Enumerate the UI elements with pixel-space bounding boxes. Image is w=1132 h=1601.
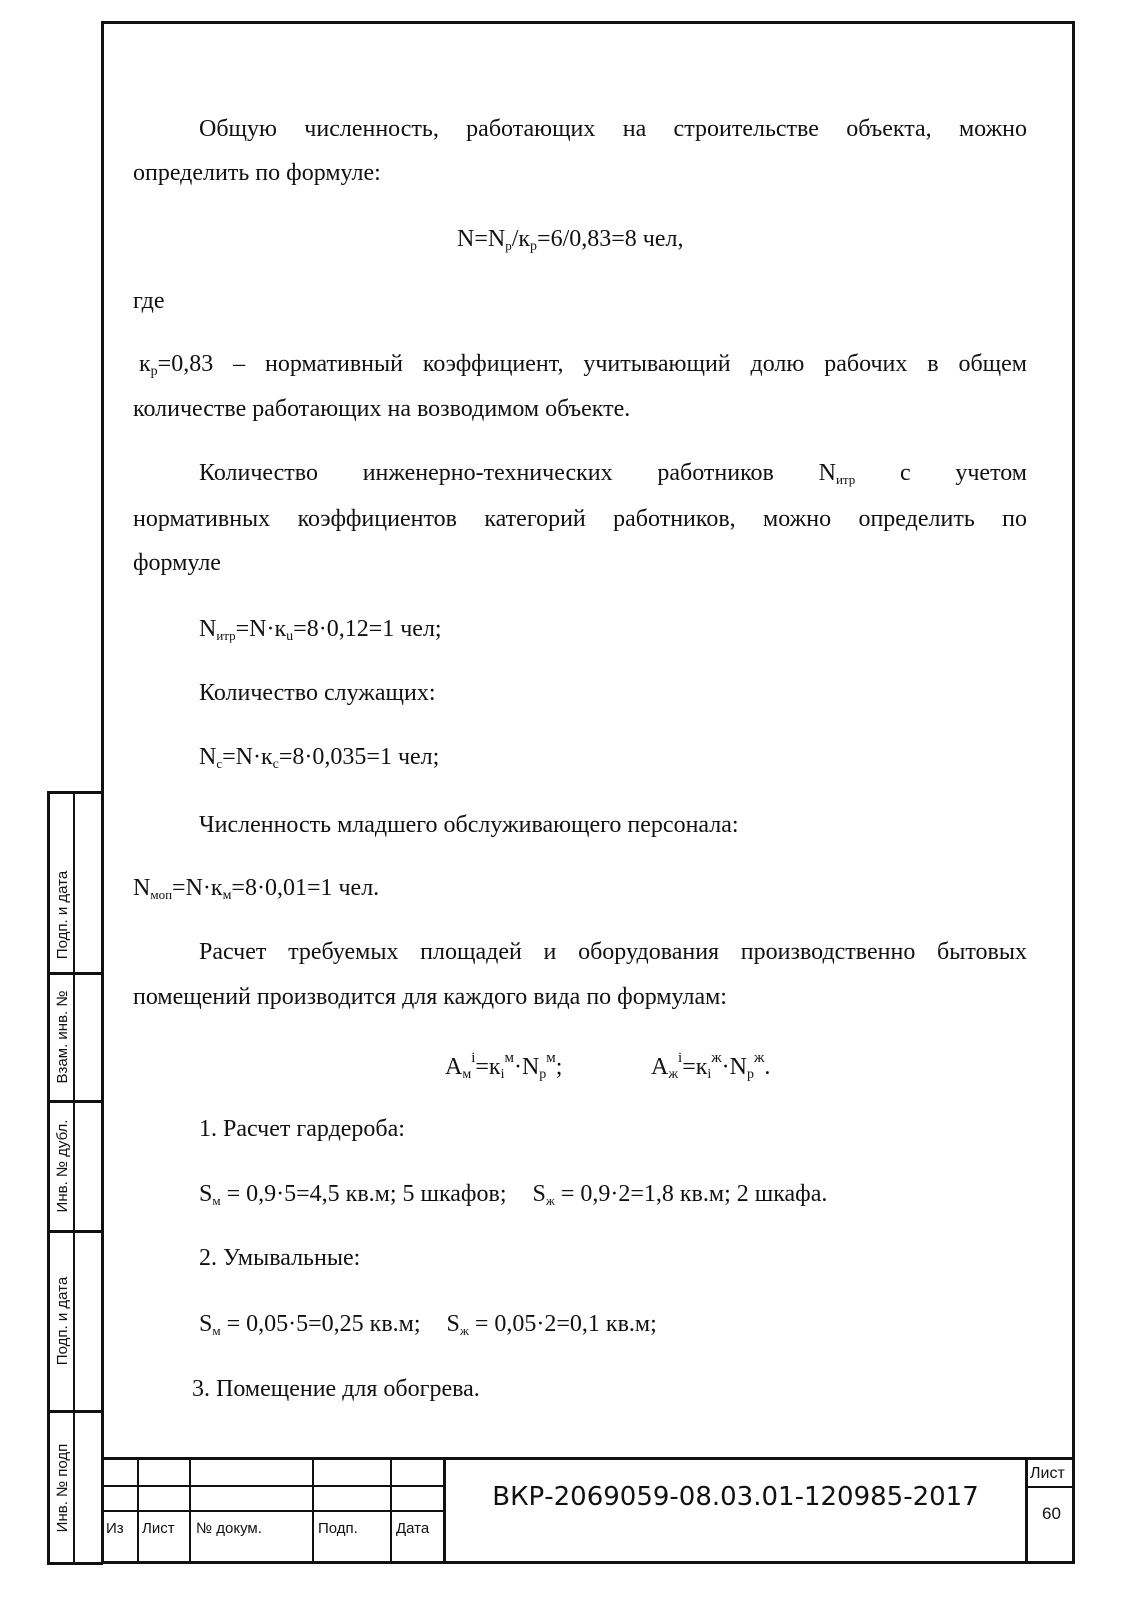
item-3-heading: 3. Помещение для обогрева. bbox=[192, 1376, 480, 1402]
paragraph-1-line-2: определить по формуле: bbox=[133, 160, 381, 186]
servants-heading: Количество служащих: bbox=[199, 680, 436, 706]
title-block-row-line bbox=[101, 1510, 444, 1512]
strip-label-sign-date: Подп. и дата bbox=[54, 870, 71, 960]
col-label-doc-number: № докум. bbox=[196, 1520, 262, 1537]
paragraph-1-line-1: Общую численность, работающих на строительстве объекта, можно bbox=[199, 116, 1027, 142]
formula-total-workers: $N=Nр/к_р=6/0,83=8$ чел, bbox=[457, 226, 684, 254]
col-label-change: Из bbox=[106, 1520, 124, 1537]
strip-outer-line bbox=[47, 791, 50, 1564]
formula-engineers: $Nитр=N\cdot к_u=8\cdot 0,12=1$ чел; bbox=[199, 616, 442, 644]
paragraph-3-line-3: формуле bbox=[133, 550, 221, 576]
strip-label-duplicate-inv: Инв. № дубл. bbox=[54, 1119, 71, 1213]
formula-areas-women: $А_ж^i=к_i^ж\cdot N_р^ж$. bbox=[651, 1050, 771, 1082]
junior-staff-heading: Численность младшего обслуживающего персонала: bbox=[199, 812, 739, 838]
title-block-col-line bbox=[390, 1457, 392, 1564]
title-block-col-line bbox=[443, 1457, 446, 1564]
title-block-sheet-row-line bbox=[1025, 1486, 1075, 1488]
item-2-calc: Sм = 0,05·5=0,25 кв.м; Sж = 0,05·2=0,1 кв.м; bbox=[199, 1311, 657, 1338]
strip-top-line bbox=[47, 791, 103, 794]
title-block-top-line bbox=[101, 1457, 1075, 1460]
formula-junior-staff: $Nмоп=N\cdot к_м=8\cdot 0,01=1$ чел. bbox=[133, 875, 380, 903]
strip-label-original-inv: Инв. № подп bbox=[54, 1443, 71, 1533]
paragraph-3-line-2: нормативных коэффициентов категорий работников, можно определить по bbox=[133, 506, 1027, 532]
formula-servants: $Nс=N\cdot к_с=8\cdot 0,035=1$ чел; bbox=[199, 744, 440, 772]
strip-label-sign-date-2: Подп. и дата bbox=[54, 1276, 71, 1366]
title-block-col-line bbox=[137, 1457, 139, 1564]
paragraph-2-line-1: $к_р=0,83$ – нормативный коэффициент, учитывающий долю рабочих в общем bbox=[139, 351, 1027, 379]
formula-areas-men: $А_м^i=к_i^м\cdot N_р^м$; bbox=[445, 1050, 563, 1082]
col-label-signature: Подп. bbox=[318, 1520, 358, 1537]
col-label-date: Дата bbox=[396, 1520, 430, 1537]
title-block-row-line bbox=[101, 1485, 444, 1487]
item-1-calc: Sм = 0,9·5=4,5 кв.м; 5 шкафов; Sж = 0,9·2=1,8 кв.м; 2 шкафа. bbox=[199, 1181, 828, 1208]
sheet-number: 60 bbox=[1042, 1504, 1061, 1523]
item-2-heading: 2. Умывальные: bbox=[199, 1245, 361, 1271]
sheet-label: Лист bbox=[1030, 1465, 1065, 1482]
paragraph-3-line-1: Количество инженерно-технических работников Nитр с учетом bbox=[199, 460, 1027, 487]
where-label: где bbox=[133, 288, 165, 314]
strip-label-replaces-inv: Взам. инв. № bbox=[54, 990, 71, 1084]
document-number: ВКР-2069059-08.03.01-120985-2017 bbox=[492, 1482, 979, 1512]
title-block-col-line bbox=[312, 1457, 314, 1564]
item-1-heading: 1. Расчет гардероба: bbox=[199, 1116, 405, 1142]
strip-inner-line bbox=[73, 791, 75, 1564]
paragraph-2-line-2: количестве работающих на возводимом объекте. bbox=[133, 396, 631, 422]
col-label-sheet: Лист bbox=[142, 1520, 175, 1537]
paragraph-5-line-1: Расчет требуемых площадей и оборудования производственно бытовых bbox=[199, 939, 1027, 965]
paragraph-5-line-2: помещений производится для каждого вида по формулам: bbox=[133, 984, 727, 1010]
title-block-col-line bbox=[189, 1457, 191, 1564]
